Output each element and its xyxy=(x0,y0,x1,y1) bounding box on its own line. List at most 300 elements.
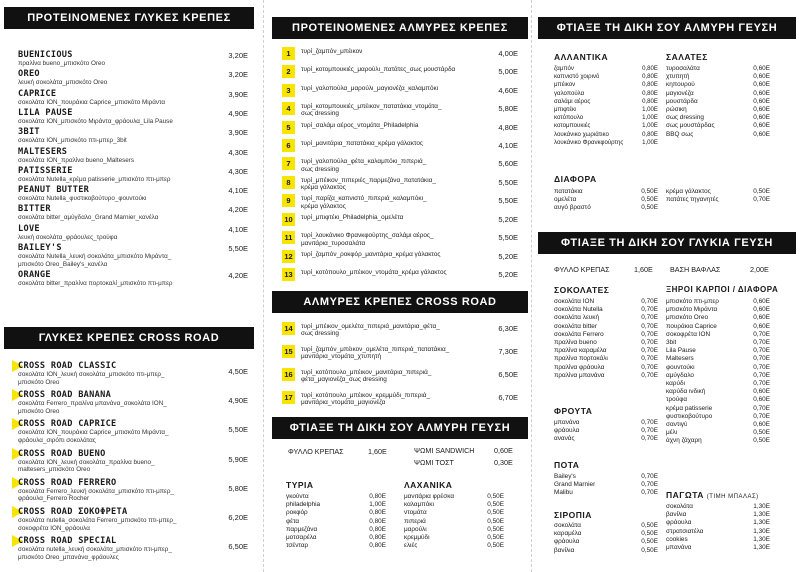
row-label: στρατσιατέλα xyxy=(666,527,704,535)
list-row xyxy=(666,528,770,536)
row-label: ανανάς xyxy=(554,435,575,443)
row-label: μαρούλι xyxy=(404,525,427,533)
xiroi-list xyxy=(666,298,770,446)
list-row xyxy=(286,501,386,509)
list-row xyxy=(554,427,658,435)
row-label: κοτομπουκιές xyxy=(554,122,591,130)
item-price: 3,90E xyxy=(228,89,248,99)
row-price: 0,80E xyxy=(369,493,386,500)
row-label: σως μουστάρδας xyxy=(666,122,715,130)
item-number: 15 xyxy=(282,345,295,358)
row-price: 0,60E xyxy=(753,298,770,305)
row-price: 0,70E xyxy=(753,380,770,388)
row-label: μανιτάρια φρέσκα xyxy=(404,493,455,500)
row-price: 0,50E xyxy=(641,546,658,554)
frouta-title: ΦΡΟΥΤΑ xyxy=(554,406,592,416)
list-row xyxy=(554,538,658,546)
row-price: 0,50E xyxy=(753,429,770,437)
item-number: 4 xyxy=(282,102,295,115)
row-label: cookies xyxy=(666,535,688,543)
list-row xyxy=(554,547,658,555)
item-price: 5,50E xyxy=(228,244,248,253)
list-row xyxy=(554,81,658,89)
cross-sweet-item xyxy=(18,478,248,503)
item-price: 5,90E xyxy=(228,454,248,464)
savory-item xyxy=(282,176,518,190)
list-row xyxy=(666,511,770,519)
list-row xyxy=(666,372,770,380)
row-label: κρέμα patisserie xyxy=(666,404,713,412)
item-desc: τυρί_γαλοπούλα_φέτα_καλαμπόκι_πιπεριά_ σως dressing xyxy=(301,158,427,173)
row-price: 0,70E xyxy=(641,419,658,426)
list-row xyxy=(554,481,658,489)
row-price: 0,80E xyxy=(369,525,386,533)
row-label: ομελέτα xyxy=(554,196,577,204)
row-label: αυγό βραστό xyxy=(554,204,591,212)
item-price: 4,80E xyxy=(498,122,518,132)
item-price: 7,30E xyxy=(498,347,518,356)
row-price: 0,70E xyxy=(641,330,658,338)
item-desc: τυρί_μπέικον_ομελέτα_πιπεριά_μανιτάρια_φέτα_ σως dressing xyxy=(301,323,440,338)
savory-item xyxy=(282,250,518,264)
item-price: 6,30E xyxy=(498,324,518,333)
item-number: 14 xyxy=(282,322,295,335)
row-price: 0,70E xyxy=(753,355,770,363)
row-price: 0,70E xyxy=(641,363,658,371)
sweet-item xyxy=(18,270,248,288)
item-desc: σοκολάτα ION_λευκή σοκολάτα_μπισκότο πτι-μπερ_ μπισκότο Oreo xyxy=(18,371,165,386)
savory-item xyxy=(282,139,518,153)
list-row xyxy=(666,429,770,437)
row-label: μπανάνα xyxy=(666,544,692,552)
item-desc: τυρί_κοτομπουκιές_μαρούλι_πατάτες_σως μουστάρδα xyxy=(301,66,456,74)
row-price: 1,30E xyxy=(753,535,770,543)
list-row xyxy=(666,355,770,363)
row-price: 0,70E xyxy=(753,347,770,355)
diy-sweet-header: ΦΤΙΑΞΕ ΤΗ ΔΙΚΗ ΣΟΥ ΓΛΥΚΙΑ ΓΕΥΣΗ xyxy=(538,232,796,254)
list-row xyxy=(554,435,658,443)
row-label: άχνη ζάχαρη xyxy=(666,437,702,445)
item-desc: σοκολάτα ION_πουράκια Caprice_μπισκότο Μιράντα xyxy=(18,98,166,106)
savory-item xyxy=(282,322,518,336)
item-price: 4,10E xyxy=(228,186,248,196)
item-desc: σοκολάτα Nutella_λευκή σοκολάτα_μπισκότο Μιράντα_ μπισκότο Oreo_Bailey's_κανέλα xyxy=(18,253,172,268)
row-label: ζαμπόν xyxy=(554,65,574,72)
list-row xyxy=(554,188,658,196)
list-row xyxy=(554,355,658,363)
row-label: πραλίνα bueno xyxy=(554,339,597,347)
item-name: CROSS ROAD BANANA xyxy=(18,390,112,401)
item-price: 4,10E xyxy=(498,140,518,150)
item-desc: σοκολάτα ION_πουράκια Caprice_μπισκότο Μιράντα_ φράουλα_σιρόπι σοκολάτας xyxy=(18,429,169,444)
row-price: 0,60E xyxy=(753,322,770,330)
row-price: 0,70E xyxy=(641,371,658,379)
item-name: BUENICIOUS xyxy=(18,50,73,60)
item-number: 17 xyxy=(282,391,295,404)
row-price: 0,70E xyxy=(753,339,770,347)
cross-sweet-item xyxy=(18,507,248,532)
list-row xyxy=(554,73,658,81)
row-label: philadelphia xyxy=(286,501,321,509)
item-desc: σοκολάτα Ferrero_πραλίνα μπανάνα_σοκολάτα ION_ μπισκότο Oreo xyxy=(18,400,167,415)
row-label: πιπεριά xyxy=(404,517,426,525)
row-label: ντομάτα xyxy=(404,509,427,517)
item-desc: τυρί_κοτόπουλο_μπέικον_κρεμμύδι_πιπεριά_ μανιτάρια_ντομάτα_μαγιονέζα xyxy=(301,392,431,407)
row-price: 0,50E xyxy=(487,509,504,517)
item-price: 5,60E xyxy=(498,159,518,169)
item-price: 4,00E xyxy=(498,49,518,58)
row-price: 0,60E xyxy=(753,130,770,138)
sweet-item xyxy=(18,147,248,165)
diy-savory-header-2: ΦΤΙΑΞΕ ΤΗ ΔΙΚΗ ΣΟΥ ΑΛΜΥΡΗ ΓΕΥΣΗ xyxy=(272,417,528,439)
list-row xyxy=(666,314,770,322)
cross-sweet-item xyxy=(18,361,248,386)
list-row xyxy=(286,534,386,542)
item-desc: τυρί_σαλάμι αέρος_ντομάτα_Philadelphia xyxy=(301,121,419,129)
item-desc: τυρί_λουκάνικο Φρανκφούρτης_σαλάμι αέρος_ μανιτάρια_τυροσαλάτα xyxy=(301,232,434,247)
row-label: σως dressing xyxy=(666,114,704,122)
savory-item xyxy=(282,47,518,61)
row-label: λουκάνικο χωριάτικο xyxy=(554,130,609,138)
item-number: 16 xyxy=(282,368,295,381)
list-row xyxy=(666,519,770,527)
list-row xyxy=(666,298,770,306)
item-number: 5 xyxy=(282,121,295,134)
row-price: 0,70E xyxy=(753,196,770,204)
row-price: 0,70E xyxy=(753,371,770,379)
list-row xyxy=(554,65,658,73)
row-label: 3bit xyxy=(666,339,677,347)
list-row xyxy=(404,534,504,542)
tyria-list xyxy=(286,493,386,550)
row-label: καρύδι xyxy=(666,380,685,388)
item-price: 5,20E xyxy=(498,270,518,280)
column-savory xyxy=(268,0,534,572)
sweet-item xyxy=(18,89,248,107)
row-price: 0,60E xyxy=(753,306,770,314)
row-label: πατάτες τηγανητές xyxy=(666,196,719,204)
item-price: 5,50E xyxy=(498,177,518,187)
list-row xyxy=(666,388,770,396)
item-number: 8 xyxy=(282,176,295,189)
row-label: μπέικον xyxy=(554,81,576,89)
cross-sweet-item xyxy=(18,419,248,444)
item-name: CROSS ROAD FERRERO xyxy=(18,477,117,488)
row-label: ρώσικη xyxy=(666,106,687,114)
row-price: 0,70E xyxy=(641,339,658,347)
column-sweet xyxy=(0,0,258,572)
row-label: σοκολάτα bitter xyxy=(554,322,597,330)
row-label: καρύδα ινδική xyxy=(666,388,706,396)
item-desc: τυρί_κοτόπουλο_μπέικον_μανιτάρια_πιπεριά_ φέτα_μαγιονέζα_σως dressing xyxy=(301,369,432,384)
row-price: 0,70E xyxy=(641,473,658,480)
item-name: LOVE xyxy=(18,223,40,234)
row-price: 0,50E xyxy=(641,196,658,204)
row-price: 1,30E xyxy=(753,511,770,519)
row-price: 0,80E xyxy=(642,89,658,97)
row-price: 0,60E xyxy=(753,89,770,97)
item-name: PATISSERIE xyxy=(18,165,73,176)
item-price: 4,20E xyxy=(228,271,248,280)
list-row xyxy=(286,542,386,550)
row-price: 0,60E xyxy=(753,388,770,396)
cross-sweet-item xyxy=(18,390,248,415)
salates-title: ΣΑΛΑΤΕΣ xyxy=(666,52,708,62)
savory-header: ΠΡΟΤΕΙΝΟΜΕΝΕΣ ΑΛΜΥΡΕΣ ΚΡΕΠΕΣ xyxy=(272,17,528,39)
list-row xyxy=(404,493,504,501)
list-row xyxy=(666,347,770,355)
item-desc: σοκολάτα Ferrero_λευκή σοκολάτα_μπισκότο πτι-μπερ_ φράουλα_Ferrero Rocher xyxy=(18,487,174,503)
row-price: 0,50E xyxy=(487,534,504,542)
list-row xyxy=(554,314,658,322)
item-desc: σοκολάτα bitter_αμύγδαλο_Grand Marnier_κανέλα xyxy=(18,214,159,222)
item-name: CAPRICE xyxy=(18,88,57,99)
allantika-title: ΑΛΛΑΝΤΙΚΑ xyxy=(554,52,608,62)
row-label: σοκολάτα Ferrero xyxy=(554,330,604,338)
row-price: 1,00E xyxy=(642,114,658,122)
list-row xyxy=(554,90,658,98)
row-label: καραμέλα xyxy=(554,530,582,538)
lachanika-title: ΛΑΧΑΝΙΚΑ xyxy=(404,480,452,490)
item-price: 6,70E xyxy=(498,393,518,402)
row-label: κηπουρού xyxy=(666,81,695,89)
list-row xyxy=(286,518,386,526)
pagota-title: ΠΑΓΩΤΑ (ΤΙΜΗ ΜΠΑΛΑΣ) xyxy=(666,490,759,500)
row-label: μπισκότο πτι-μπερ xyxy=(666,298,719,305)
sweet-item xyxy=(18,50,248,68)
list-row xyxy=(666,122,770,130)
pota-list xyxy=(554,473,658,498)
row-price: 0,60E xyxy=(753,421,770,429)
row-price: 0,60E xyxy=(753,73,770,81)
row-label: σαλάμι αέρος xyxy=(554,97,591,105)
cross-savory-header: ΑΛΜΥΡΕΣ ΚΡΕΠΕΣ CROSS ROAD xyxy=(272,291,528,313)
item-number: 7 xyxy=(282,157,295,170)
savory-item xyxy=(282,157,518,171)
row-price: 0,70E xyxy=(753,330,770,338)
item-desc: τυρί_κοτόπουλο_μπέικον_ντομάτα_κρέμα γάλακτος xyxy=(301,269,447,277)
row-price: 0,70E xyxy=(753,404,770,412)
list-row xyxy=(666,380,770,388)
row-label: μαγιονέζα xyxy=(666,89,694,97)
list-row xyxy=(404,501,504,509)
pota-title: ΠΟΤΑ xyxy=(554,460,579,470)
row-label: πραλίνα μπανάνα xyxy=(554,371,605,379)
row-price: 0,70E xyxy=(641,489,658,497)
row-label: κρεμμύδι xyxy=(404,534,430,542)
sweet-item xyxy=(18,127,248,145)
item-desc: σοκολάτα ION_μπισκότο Μιράντα_φράουλα_Lila Pause xyxy=(18,117,173,125)
row-price: 0,80E xyxy=(642,81,658,89)
row-price: 0,70E xyxy=(753,363,770,371)
list-row xyxy=(666,437,770,445)
item-price: 5,50E xyxy=(498,233,518,243)
row-price: 1,30E xyxy=(753,544,770,552)
list-row xyxy=(666,188,770,196)
savory-item xyxy=(282,345,518,359)
row-price: 0,80E xyxy=(642,65,658,72)
list-row xyxy=(666,98,770,106)
siropia-title: ΣΙΡΟΠΙΑ xyxy=(554,510,592,520)
row-price: 0,70E xyxy=(641,298,658,305)
item-desc: τυρί_μπέικον_πιπεριές_παρμεζάνα_πατατάκια_ κρέμα γάλακτος xyxy=(301,176,436,192)
item-name: CROSS ROAD SPECIAL xyxy=(18,536,117,547)
list-row xyxy=(666,196,770,204)
row-label: κρέμα γάλακτος xyxy=(666,188,711,195)
row-label: καπνιστό χοιρινό xyxy=(554,73,600,81)
list-row xyxy=(554,323,658,331)
tyria-title: ΤΥΡΙΑ xyxy=(286,480,314,490)
row-price: 0,70E xyxy=(641,435,658,443)
item-desc: σοκολάτα ION_λευκή σοκολάτα_πραλίνα bueno_ maltesers_μπισκότο Oreo xyxy=(18,458,155,474)
diafora-title: ΔΙΑΦΟΡΑ xyxy=(554,174,597,184)
row-label: πραλίνα καραμέλα xyxy=(554,347,607,355)
row-price: 0,70E xyxy=(641,355,658,363)
list-row xyxy=(666,331,770,339)
item-price: 4,60E xyxy=(498,85,518,95)
row-label: σοκολάτα xyxy=(554,522,581,529)
row-price: 0,70E xyxy=(641,481,658,489)
item-name: 3BIT xyxy=(18,127,40,138)
list-row xyxy=(554,122,658,130)
row-price: 0,80E xyxy=(369,534,386,542)
item-price: 5,00E xyxy=(498,67,518,77)
row-price: 0,80E xyxy=(369,542,386,550)
item-price: 4,90E xyxy=(228,108,248,118)
list-row xyxy=(554,139,658,147)
row-label: φέτα xyxy=(286,517,300,525)
list-row xyxy=(554,331,658,339)
sweet-item xyxy=(18,108,248,126)
row-price: 0,80E xyxy=(369,517,386,525)
row-label: μοτσαρέλα xyxy=(286,534,317,542)
psomi-tost-price: 0,30E xyxy=(494,458,513,467)
row-label: βανίλια xyxy=(554,546,575,554)
item-price: 5,50E xyxy=(498,196,518,206)
item-desc: τυρί_μπιφτέκι_Philadelphia_ομελέτα xyxy=(301,213,404,221)
list-row xyxy=(666,396,770,404)
psomi-sandwich-label: ΨΩΜΙ SANDWICH xyxy=(414,446,475,455)
list-row xyxy=(554,106,658,114)
sweet-item xyxy=(18,243,248,268)
list-row xyxy=(666,339,770,347)
row-price: 0,60E xyxy=(753,81,770,89)
row-label: φράουλα xyxy=(666,519,692,527)
list-row xyxy=(554,473,658,481)
list-row xyxy=(666,306,770,314)
item-desc: σοκολάτα bitter_πραλίνα πορτοκαλί_μπισκότο πτι-μπερ xyxy=(18,280,173,287)
row-price: 1,30E xyxy=(753,527,770,535)
row-label: σοκολάτα λευκή xyxy=(554,314,600,322)
savory-item xyxy=(282,102,518,116)
list-row xyxy=(666,73,770,81)
row-label: Grand Marnier xyxy=(554,481,596,489)
item-name: BAILEY'S xyxy=(18,243,62,253)
list-row xyxy=(554,98,658,106)
list-row xyxy=(554,364,658,372)
list-row xyxy=(554,419,658,427)
item-price: 4,50E xyxy=(228,367,248,376)
row-price: 1,30E xyxy=(753,503,770,510)
sokolates-list xyxy=(554,298,658,380)
frouta-list xyxy=(554,419,658,444)
item-price: 4,90E xyxy=(228,396,248,406)
sweet-header: ΠΡΟΤΕΙΝΟΜΕΝΕΣ ΓΛΥΚΕΣ ΚΡΕΠΕΣ xyxy=(4,7,254,29)
item-desc: σοκολάτα ION_πραλίνα bueno_Maltesers xyxy=(18,156,134,164)
row-label: τρούφα xyxy=(666,396,688,404)
list-row xyxy=(554,339,658,347)
diafora-right-list xyxy=(666,188,770,204)
item-desc: τυρί_κοτομπουκιές_μπέικον_πατατάκια_ντομάτα_ σως dressing xyxy=(301,102,442,118)
item-price: 5,80E xyxy=(228,483,248,493)
sweet-item xyxy=(18,185,248,203)
fyllo-price: 1,60E xyxy=(368,447,387,456)
row-label: πατατάκια xyxy=(554,188,583,195)
row-label: χτυπητή xyxy=(666,73,690,81)
row-price: 0,50E xyxy=(641,188,658,195)
sweet-item xyxy=(18,166,248,184)
row-label: κοτόπουλο xyxy=(554,114,584,122)
row-label: γκούντα xyxy=(286,493,309,500)
list-row xyxy=(666,106,770,114)
list-row xyxy=(666,405,770,413)
list-row xyxy=(666,536,770,544)
row-price: 0,70E xyxy=(641,322,658,330)
item-price: 4,30E xyxy=(228,166,248,176)
item-desc: σοκολάτα ION_μπισκότο πτι-μπερ_3bit xyxy=(18,137,127,145)
row-label: μπισκότο Oreo xyxy=(666,314,709,322)
list-row xyxy=(404,542,504,550)
xiroi-title: ΞΗΡΟΙ ΚΑΡΠΟΙ / ΔΙΑΦΟΡΑ xyxy=(666,285,778,294)
row-label: μέλι xyxy=(666,429,678,437)
item-price: 6,50E xyxy=(498,370,518,379)
row-label: αμύγδαλο xyxy=(666,371,694,379)
savory-item xyxy=(282,65,518,79)
row-price: 0,50E xyxy=(487,542,504,550)
row-label: πραλίνα πορτοκάλι xyxy=(554,355,608,363)
item-number: 3 xyxy=(282,84,295,97)
item-desc: σοκολάτα Nutella_κρέμα patisserie_μπισκότο πτι-μπερ xyxy=(18,175,171,183)
list-row xyxy=(554,372,658,380)
item-price: 4,10E xyxy=(228,224,248,234)
sweet-fyllo-price: 1,60E xyxy=(634,265,653,274)
list-row xyxy=(666,65,770,73)
row-label: γαλοπούλα xyxy=(554,89,585,97)
row-label: λουκάνικο Φρανκφούρτης xyxy=(554,138,624,146)
row-label: σαντιγύ xyxy=(666,421,688,429)
row-label: Maltesers xyxy=(666,355,694,363)
row-label: τυροσαλάτα xyxy=(666,65,700,72)
psomi-sandwich-price: 0,60E xyxy=(494,446,513,455)
sweet-item xyxy=(18,204,248,222)
list-row xyxy=(554,204,658,212)
list-row xyxy=(554,196,658,204)
row-price: 0,50E xyxy=(487,517,504,525)
item-desc: σοκολάτα nutella_σοκολάτα Ferrero_μπισκότο πτι-μπερ_ σοκοφρέτα ION_φράουλα xyxy=(18,517,177,532)
sweet-item xyxy=(18,224,248,242)
item-number: 9 xyxy=(282,194,295,207)
row-price: 0,50E xyxy=(641,530,658,538)
vasi-label: ΒΑΣΗ ΒΑΦΛΑΣ xyxy=(670,265,721,274)
item-desc: τυρί_γαλοπούλα_μαρούλι_μαγιονέζα_καλαμπόκι xyxy=(301,84,439,92)
row-price: 0,50E xyxy=(753,437,770,445)
salates-list xyxy=(666,65,770,139)
row-price: 0,80E xyxy=(642,130,658,138)
item-desc: σοκολάτα nutella_λευκή σοκολάτα_μπισκότο πτι-μπερ_ μπισκότο Oreo_μπανάνα_φράουλες xyxy=(18,546,172,561)
item-name: LILA PAUSE xyxy=(18,107,73,118)
list-row xyxy=(286,493,386,501)
pagota-list xyxy=(666,503,770,552)
